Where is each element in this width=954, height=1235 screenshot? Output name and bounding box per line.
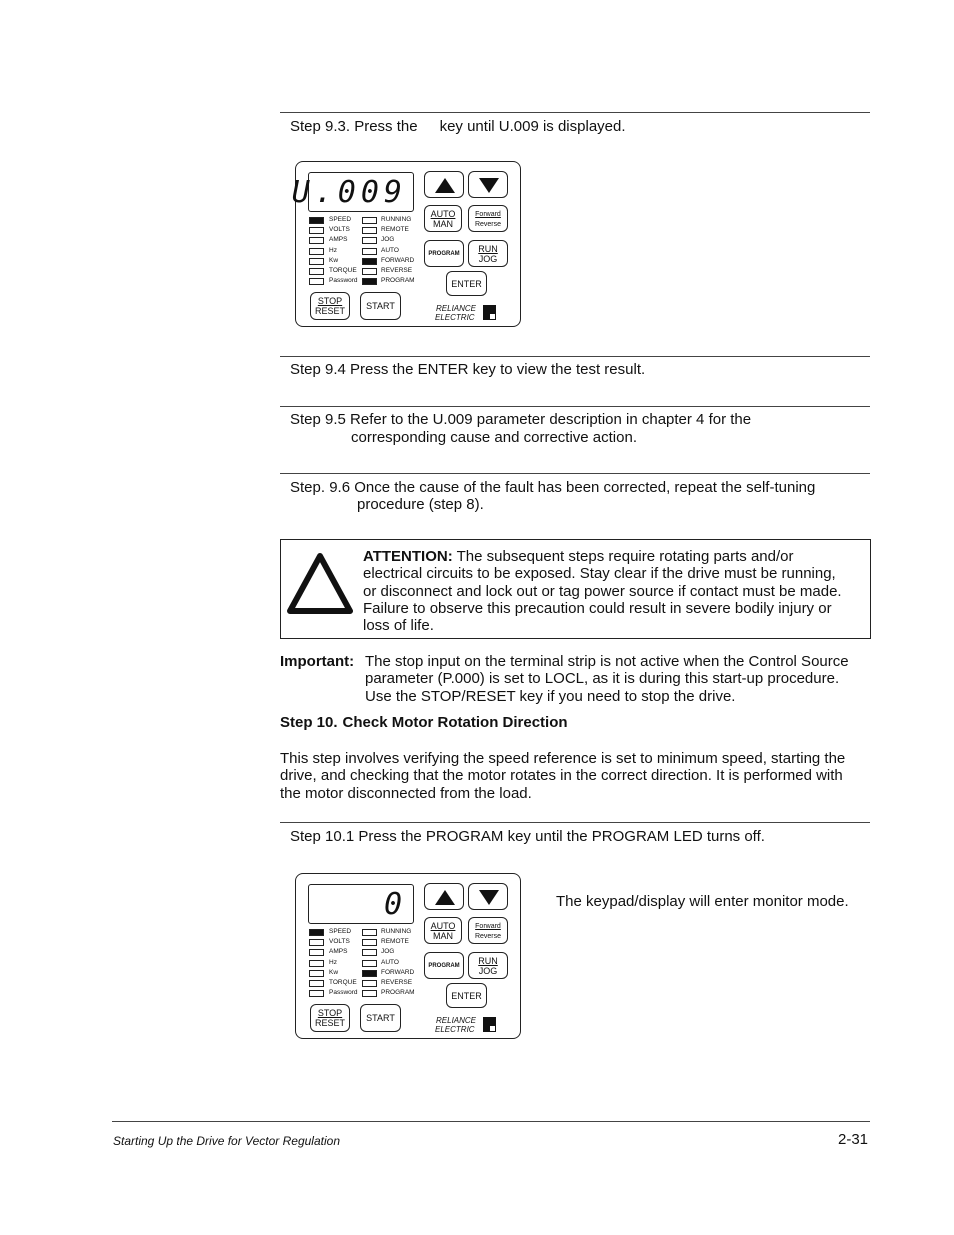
stop-reset-button[interactable] — [310, 1004, 350, 1032]
page-number: 2-31 — [838, 1131, 869, 1148]
forward-label: Forward — [475, 211, 501, 218]
down-arrow-button[interactable] — [468, 171, 508, 198]
run-label: RUN — [478, 244, 498, 254]
start-label: START — [366, 301, 395, 311]
auto-label: AUTO — [430, 209, 456, 219]
attention-text: ATTENTION: The subsequent steps require rotating parts and/or electrical circuits to be exposed. Stay clear if the drive must be running, or disconnect and lock out or tag power source if contact must be made. Failure to observe this precaution could result in severe bodily injury or loss of life. — [363, 548, 842, 635]
led-display — [291, 172, 414, 212]
display-readout: U.009 — [291, 175, 407, 210]
led-label: PROGRAM — [381, 277, 415, 285]
reverse-label: Reverse — [474, 933, 502, 940]
divider — [280, 473, 870, 474]
man-label: MAN — [433, 219, 453, 229]
led-indicator — [362, 258, 377, 265]
auto-man-button[interactable] — [424, 205, 462, 232]
start-button[interactable] — [360, 1004, 401, 1032]
led-label: SPEED — [329, 216, 352, 223]
reverse-label: Reverse — [474, 221, 502, 228]
down-arrow-icon — [479, 178, 499, 193]
led-indicator — [309, 970, 324, 977]
led-label: TORQUE — [329, 979, 357, 986]
led-indicator — [309, 929, 324, 936]
step-9-6-line2: procedure (step 8). — [357, 496, 484, 513]
led-indicator — [309, 278, 324, 285]
important-label: Important: — [280, 653, 355, 670]
led-label: REMOTE — [381, 226, 409, 234]
led-indicator — [309, 980, 324, 987]
forward-reverse-button[interactable] — [468, 917, 508, 944]
enter-label: ENTER — [451, 279, 482, 289]
led-label: Hz — [329, 958, 337, 966]
enter-button[interactable] — [446, 983, 487, 1008]
brand-line-2: ELECTRIC — [435, 313, 475, 322]
attention-box — [280, 539, 871, 639]
forward-label: Forward — [475, 923, 501, 930]
led-label: Password — [329, 989, 358, 997]
brand-line-1: RELIANCE — [436, 304, 477, 313]
led-indicator — [362, 990, 377, 997]
led-indicator — [362, 227, 377, 234]
monitor-mode-note: The keypad/display will enter monitor mode. — [556, 893, 849, 910]
led-indicator — [309, 960, 324, 967]
led-label: REVERSE — [381, 267, 413, 274]
run-label: RUN — [478, 956, 498, 966]
divider — [280, 356, 870, 357]
down-arrow-icon — [479, 890, 499, 905]
led-indicator — [309, 268, 324, 275]
led-label: VOLTS — [329, 938, 350, 946]
enter-button[interactable] — [446, 271, 487, 296]
led-label: RUNNING — [381, 216, 412, 223]
divider — [280, 112, 870, 113]
led-indicator — [362, 248, 377, 255]
led-label: TORQUE — [329, 267, 357, 274]
led-label: SPEED — [329, 928, 352, 935]
led-label: JOG — [381, 236, 395, 244]
step-9-3-text: Step 9.3. Press the key until U.009 is displayed. — [290, 118, 626, 135]
led-label: Kw — [329, 968, 339, 976]
keypad-display-figure — [295, 873, 521, 1039]
reset-label: RESET — [314, 1018, 345, 1028]
display-readout: 0 — [383, 887, 407, 922]
warning-triangle-icon — [287, 550, 353, 616]
up-arrow-icon — [435, 178, 455, 193]
forward-reverse-button[interactable] — [468, 205, 508, 232]
reliance-logo-icon — [483, 305, 496, 320]
led-label: FORWARD — [381, 968, 415, 976]
led-label: AUTO — [381, 958, 399, 966]
led-display — [308, 884, 414, 924]
led-indicator — [309, 217, 324, 224]
reliance-logo-icon — [483, 1017, 496, 1032]
step-9-5-line2: corresponding cause and corrective action. — [351, 429, 637, 446]
run-jog-button[interactable] — [468, 240, 508, 267]
step-10-1-text: Step 10.1 Press the PROGRAM key until the PROGRAM LED turns off. — [290, 828, 765, 845]
step-9-4-text: Step 9.4 Press the ENTER key to view the test result. — [290, 361, 646, 378]
reset-label: RESET — [314, 306, 345, 316]
divider — [280, 822, 870, 823]
brand-line-1: RELIANCE — [436, 1016, 477, 1025]
led-label: Hz — [329, 246, 337, 254]
led-label: Password — [329, 277, 358, 285]
led-indicator — [362, 980, 377, 987]
step-9-6-line1: Step. 9.6 Once the cause of the fault has been corrected, repeat the self-tuning — [290, 479, 816, 496]
led-indicator — [309, 939, 324, 946]
led-label: AUTO — [381, 246, 399, 254]
important-text: The stop input on the terminal strip is not active when the Control Source parameter (P.000) is set to LOCL, as it is during this start-up procedure. Use the STOP/RESET key if you need to stop the drive. — [365, 653, 849, 705]
auto-man-button[interactable] — [424, 917, 462, 944]
led-indicator — [362, 929, 377, 936]
program-button[interactable] — [424, 952, 464, 979]
stop-label: STOP — [317, 1008, 343, 1018]
brand-name — [436, 1016, 476, 1034]
stop-reset-button[interactable] — [310, 292, 350, 320]
jog-label: JOG — [478, 254, 498, 264]
led-label: AMPS — [329, 236, 348, 244]
keypad-display-figure — [291, 161, 521, 327]
led-label: Kw — [329, 256, 339, 264]
up-arrow-button[interactable] — [424, 883, 464, 910]
divider — [280, 406, 870, 407]
led-label: FORWARD — [381, 256, 415, 264]
program-button[interactable] — [424, 240, 464, 267]
down-arrow-button[interactable] — [468, 883, 508, 910]
led-indicator — [309, 248, 324, 255]
start-label: START — [366, 1013, 395, 1023]
led-indicator — [309, 990, 324, 997]
led-label: PROGRAM — [381, 989, 415, 997]
attention-label: ATTENTION: — [363, 548, 453, 565]
led-indicator — [309, 258, 324, 265]
start-button[interactable] — [360, 292, 401, 320]
led-indicator — [362, 237, 377, 244]
footer-title: Starting Up the Drive for Vector Regulation — [113, 1134, 340, 1148]
run-jog-button[interactable] — [468, 952, 508, 979]
program-label: PROGRAM — [428, 963, 460, 969]
led-indicator — [362, 960, 377, 967]
led-indicator — [309, 949, 324, 956]
led-label: AMPS — [329, 948, 348, 956]
jog-label: JOG — [478, 966, 498, 976]
led-indicator — [309, 227, 324, 234]
led-label: REVERSE — [381, 979, 413, 986]
led-indicator — [362, 217, 377, 224]
brand-line-2: ELECTRIC — [435, 1025, 475, 1034]
led-label: RUNNING — [381, 928, 412, 935]
led-indicator — [362, 278, 377, 285]
led-indicator — [362, 268, 377, 275]
led-label: VOLTS — [329, 226, 350, 234]
led-indicator — [362, 970, 377, 977]
up-arrow-icon — [435, 890, 455, 905]
led-label: REMOTE — [381, 938, 409, 946]
up-arrow-button[interactable] — [424, 171, 464, 198]
stop-label: STOP — [317, 296, 343, 306]
led-indicator — [362, 939, 377, 946]
program-label: PROGRAM — [428, 251, 460, 257]
step-10-heading: Step 10. Check Motor Rotation Direction — [280, 714, 568, 731]
led-label: JOG — [381, 948, 395, 956]
led-indicator — [362, 949, 377, 956]
led-indicator — [309, 237, 324, 244]
step-10-paragraph: This step involves verifying the speed reference is set to minimum speed, starting the drive, and checking that the motor rotates in the correct direction. It is performed with the motor disconnected from the load. — [280, 750, 846, 802]
step-9-5-line1: Step 9.5 Refer to the U.009 parameter description in chapter 4 for the — [290, 411, 752, 428]
auto-label: AUTO — [430, 921, 456, 931]
brand-name — [436, 304, 476, 322]
enter-label: ENTER — [451, 991, 482, 1001]
footer-divider — [112, 1121, 870, 1122]
man-label: MAN — [433, 931, 453, 941]
